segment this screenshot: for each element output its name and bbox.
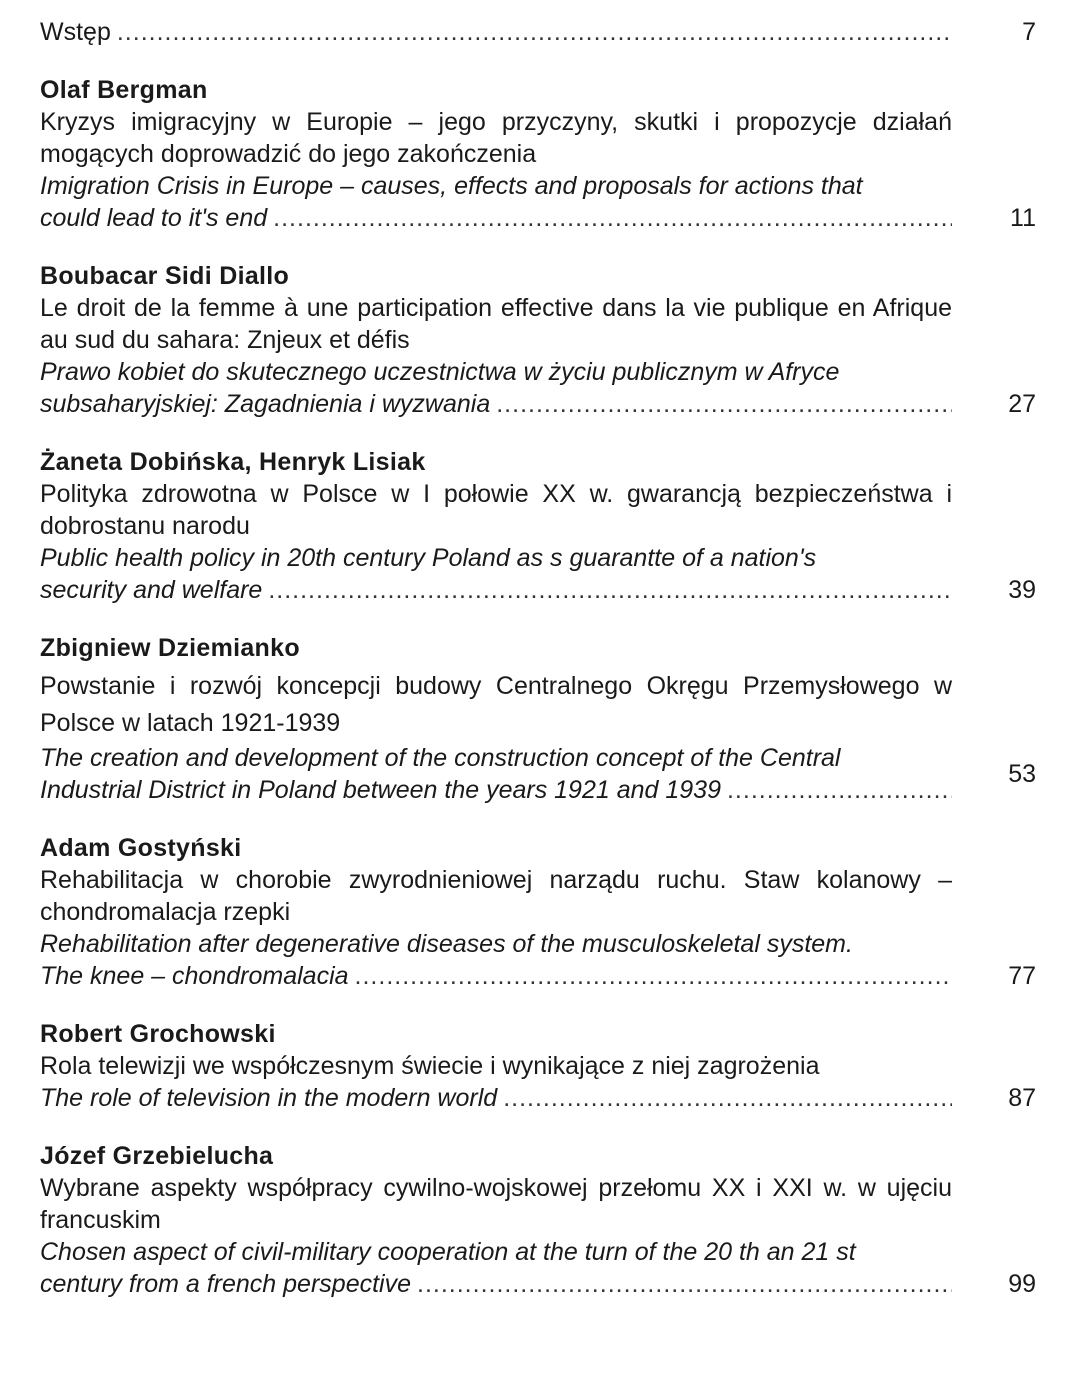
dot-leader	[355, 960, 952, 992]
title-translated-end: The role of television in the modern world	[40, 1084, 498, 1112]
page-number: 53	[1008, 760, 1036, 788]
dot-leader	[117, 16, 952, 48]
author-name: Adam Gostyński	[40, 834, 242, 862]
dot-leader	[727, 774, 952, 806]
page-number: 87	[1008, 1084, 1036, 1112]
title-translated: Chosen aspect of civil-military cooperation at the turn of the 20 th an 21 st	[40, 1238, 856, 1266]
title-original: Polityka zdrowotna w Polsce w I połowie XX w. gwarancją bezpieczeństwa i dobrostanu narodu	[40, 480, 952, 540]
title-translated-end: century from a french perspective	[40, 1270, 411, 1298]
toc-entry[interactable]	[40, 74, 1040, 234]
title-translated-end: Industrial District in Poland between the years 1921 and 1939	[40, 776, 721, 804]
title-translated: Public health policy in 20th century Poland as s guarantte of a nation's	[40, 544, 817, 572]
title-original: Rehabilitacja w chorobie zwyrodnieniowej narządu ruchu. Staw kolanowy – chondromalacja rzepki	[40, 866, 952, 926]
title-translated: Rehabilitation after degenerative diseases of the musculoskeletal system.	[40, 930, 853, 958]
author-name: Olaf Bergman	[40, 76, 208, 104]
title-translated-end: subsaharyjskiej: Zagadnienia i wyzwania	[40, 390, 491, 418]
author-name: Robert Grochowski	[40, 1020, 276, 1048]
page-number: 7	[1022, 18, 1036, 46]
title-translated-end: security and welfare	[40, 576, 263, 604]
title-original: Rola telewizji we współczesnym świecie i wynikające z niej zagrożenia	[40, 1052, 820, 1080]
author-name: Zbigniew Dziemianko	[40, 634, 300, 662]
page-number: 27	[1008, 390, 1036, 418]
author-name: Józef Grzebielucha	[40, 1142, 274, 1170]
title-translated-end: The knee – chondromalacia	[40, 962, 349, 990]
title-translated: The creation and development of the construction concept of the Central	[40, 744, 841, 772]
title-translated-end: could lead to it's end	[40, 204, 268, 232]
dot-leader	[273, 202, 952, 234]
table-of-contents	[40, 16, 1040, 1300]
page-number: 77	[1008, 962, 1036, 990]
toc-entry[interactable]	[40, 832, 1040, 992]
dot-leader	[503, 1082, 952, 1114]
title-original: Le droit de la femme à une participation effective dans la vie publique en Afrique au sud du sahara: Znjeux et défis	[40, 294, 952, 354]
toc-entry[interactable]	[40, 260, 1040, 420]
intro-label: Wstęp	[40, 18, 111, 46]
page-number: 99	[1008, 1270, 1036, 1298]
page-number: 11	[1010, 204, 1036, 232]
page-number: 39	[1008, 576, 1036, 604]
author-name: Boubacar Sidi Diallo	[40, 262, 290, 290]
title-original: Wybrane aspekty współpracy cywilno-wojskowej przełomu XX i XXI w. w ujęciu francuskim	[40, 1174, 952, 1234]
toc-entry[interactable]	[40, 632, 1040, 806]
title-translated: Prawo kobiet do skutecznego uczestnictwa w życiu publicznym w Afryce	[40, 358, 840, 386]
toc-entry[interactable]	[40, 446, 1040, 606]
title-original: Powstanie i rozwój koncepcji budowy Centralnego Okręgu Przemysłowego w Polsce w latach 1921-1939	[40, 672, 952, 737]
author-name: Żaneta Dobińska, Henryk Lisiak	[40, 448, 426, 476]
title-original: Kryzys imigracyjny w Europie – jego przyczyny, skutki i propozycje działań mogących doprowadzić do jego zakończenia	[40, 108, 952, 168]
dot-leader	[268, 574, 952, 606]
dot-leader	[417, 1268, 952, 1300]
title-translated: Imigration Crisis in Europe – causes, effects and proposals for actions that	[40, 172, 863, 200]
toc-entry[interactable]	[40, 1018, 1040, 1114]
toc-entry-intro[interactable]	[40, 16, 1040, 48]
toc-entry[interactable]	[40, 1140, 1040, 1300]
dot-leader	[496, 388, 952, 420]
